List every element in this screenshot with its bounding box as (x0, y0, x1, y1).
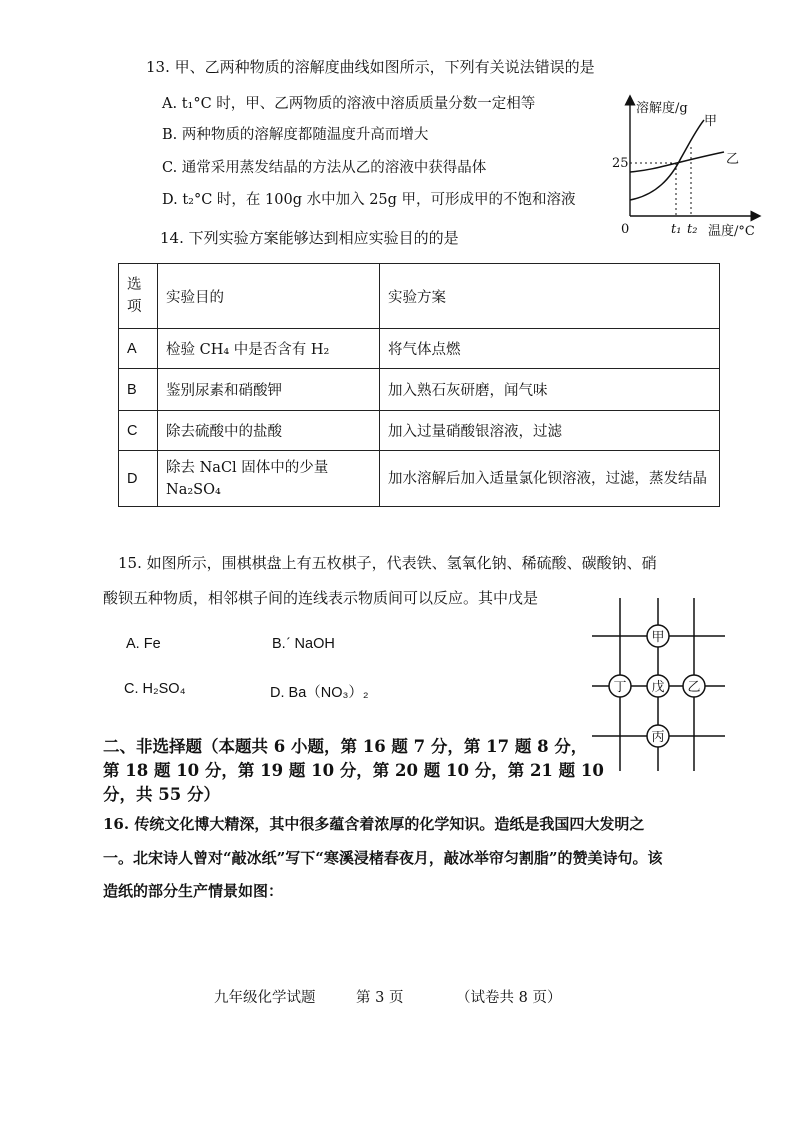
table-header-row (119, 264, 720, 329)
row-d-option: D (119, 451, 158, 507)
q16-line3: 造纸的部分生产情景如图： (103, 882, 284, 900)
q13-option-c: C. 通常采用蒸发结晶的方法从乙的溶液中获得晶体 (162, 160, 487, 176)
q14-stem: 14. 下列实验方案能够达到相应实验目的的是 (160, 229, 459, 247)
header-option: 选项 (119, 264, 158, 329)
section2-line2: 第 18 题 10 分，第 19 题 10 分，第 20 题 10 分，第 21 题 10 (103, 761, 604, 780)
solubility-graph (596, 92, 786, 242)
graph-yi-label: 乙 (726, 152, 740, 167)
q16-line1: 16. 传统文化博大精深，其中很多蕴含着浓厚的化学知识。造纸是我国四大发明之 (103, 815, 645, 833)
table-row (119, 411, 720, 451)
piece-right-label: 乙 (687, 680, 701, 695)
table-row (119, 451, 720, 507)
row-c-option: C (119, 411, 158, 451)
graph-origin: 0 (621, 222, 630, 237)
table-row (119, 329, 720, 369)
piece-top-label: 甲 (651, 630, 665, 645)
q15-option-c: C. H₂SO₄ (124, 681, 186, 697)
row-d-plan: 加水溶解后加入适量氯化钡溶液，过滤，蒸发结晶 (380, 451, 720, 507)
q16-line2: 一。北宋诗人曾对“敲冰纸”写下“寒溪浸楮春夜月，敲冰举帘匀割脂”的赞美诗句。该 (103, 849, 663, 867)
q13-stem: 13. 甲、乙两种物质的溶解度曲线如图所示，下列有关说法错误的是 (146, 58, 595, 76)
footer-subject: 九年级化学试题 (214, 990, 316, 1006)
q15-option-a: A. Fe (126, 636, 161, 652)
table-row (119, 369, 720, 411)
row-b-option: B (119, 369, 158, 411)
footer-total: （试卷共 8 页） (456, 990, 562, 1006)
section2-line1: 二、非选择题（本题共 6 小题，第 16 题 7 分，第 17 题 8 分， (103, 737, 588, 756)
piece-left-label: 丁 (613, 680, 627, 695)
row-d-aim: 除去 NaCl 固体中的少量 Na₂SO₄ (158, 451, 380, 507)
row-c-aim: 除去硫酸中的盐酸 (158, 411, 380, 451)
footer-page: 第 3 页 (356, 990, 404, 1006)
q15-option-b: B.ˊ NaOH (272, 636, 335, 652)
q15-line1: 15. 如图所示，围棋棋盘上有五枚棋子，代表铁、氢氧化钠、稀硫酸、碳酸钠、硝 (118, 554, 657, 572)
row-a-plan: 将气体点燃 (380, 329, 720, 369)
graph-jia-label: 甲 (704, 114, 718, 129)
piece-bottom-label: 丙 (651, 730, 665, 745)
q13-option-a: A. t₁°C 时，甲、乙两物质的溶液中溶质质量分数一定相等 (162, 96, 536, 112)
graph-xlabel: 温度/°C (708, 224, 755, 239)
experiment-table (118, 263, 720, 507)
go-board-diagram (590, 596, 730, 776)
graph-t1: t₁ (671, 222, 682, 237)
graph-ylabel: 溶解度/g (636, 101, 688, 116)
row-b-aim: 鉴别尿素和硝酸钾 (158, 369, 380, 411)
graph-y-tick: 25 (612, 156, 629, 171)
curve-jia (630, 120, 704, 200)
piece-center-label: 戊 (651, 680, 665, 695)
q15-option-d: D. Ba（NO₃）₂ (270, 685, 369, 701)
header-plan: 实验方案 (380, 264, 720, 329)
row-a-option: A (119, 329, 158, 369)
row-a-aim: 检验 CH₄ 中是否含有 H₂ (158, 329, 380, 369)
curve-yi (630, 152, 724, 172)
q13-option-d: D. t₂°C 时，在 100g 水中加入 25g 甲，可形成甲的不饱和溶液 (162, 192, 576, 208)
graph-t2: t₂ (687, 222, 698, 237)
q15-line2: 酸钡五种物质，相邻棋子间的连线表示物质间可以反应。其中戊是 (103, 589, 539, 607)
row-b-plan: 加入熟石灰研磨，闻气味 (380, 369, 720, 411)
header-aim: 实验目的 (158, 264, 380, 329)
section2-line3: 分，共 55 分） (103, 785, 220, 804)
q13-option-b: B. 两种物质的溶解度都随温度升高而增大 (162, 127, 429, 143)
row-c-plan: 加入过量硝酸银溶液，过滤 (380, 411, 720, 451)
